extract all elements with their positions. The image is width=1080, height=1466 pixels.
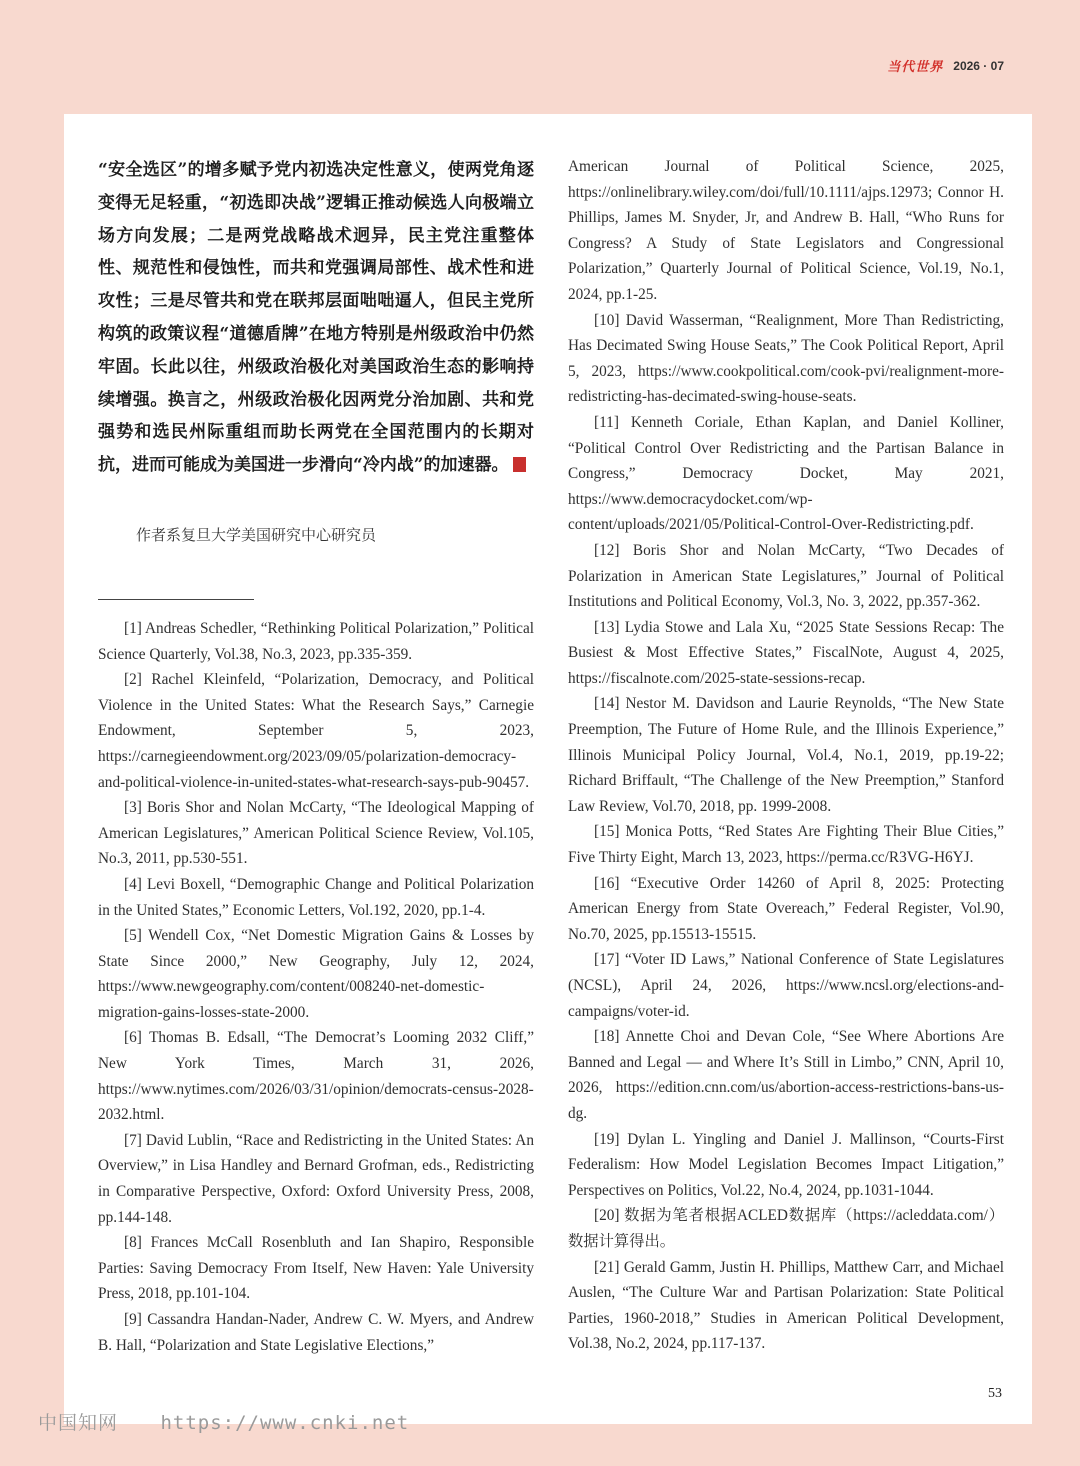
reference-item: [9] Cassandra Handan-Nader, Andrew C. W. Myers, and Andrew B. Hall, “Polarization and State Legislative Elections,” <box>98 1311 534 1354</box>
reference-item: [16] “Executive Order 14260 of April 8, 2025: Protecting American Energy from State Overeach,” Federal Register, Vol.90, No.70, 2025, pp.15513-15515. <box>568 874 1004 943</box>
reference-item: [3] Boris Shor and Nolan McCarty, “The Ideological Mapping of American Legislatures,” American Political Science Review, Vol.105, No.3, 2011, pp.530-551. <box>98 799 534 868</box>
reference-item: [6] Thomas B. Edsall, “The Democrat’s Looming 2032 Cliff,” New York Times, March 31, 2026, https://www.nytimes.com/2026/03/31/opinion/democrats-census-2028-2032.html. <box>98 1029 534 1124</box>
reference-item: [14] Nestor M. Davidson and Laurie Reynolds, “The New State Preemption, The Future of Home Rule, and the Illinois Experience,” Illinois Municipal Policy Journal, Vol.4, No.1, 2019, pp.19-22; Richard Briffault, “The Challenge of the New Preemption,” Stanford Law Review, Vol.70, 2018, pp. 1999-2008. <box>568 695 1004 815</box>
reference-item: [18] Annette Choi and Devan Cole, “See Where Abortions Are Banned and Legal — and Where It’s Still in Limbo,” CNN, April 10, 2026, https://edition.cnn.com/us/abortion-access-restrictions-bans-us-dg. <box>568 1028 1004 1122</box>
page-sheet <box>64 114 1032 1424</box>
reference-item: [15] Monica Potts, “Red States Are Fighting Their Blue Cities,” Five Thirty Eight, March 13, 2023, https://perma.cc/R3VG-H6YJ. <box>568 823 1004 867</box>
reference-item: [17] “Voter ID Laws,” National Conference of State Legislatures (NCSL), April 24, 2026, https://www.ncsl.org/elections-and-campaigns/voter-id. <box>568 951 1004 1020</box>
reference-item: [21] Gerald Gamm, Justin H. Phillips, Matthew Carr, and Michael Auslen, “The Culture War and Partisan Polarization: State Political Parties, 1960-2018,” Studies in American Political Development, Vol.38, No.2, 2024, pp.117-137. <box>568 1258 1004 1353</box>
reference-item: [10] David Wasserman, “Realignment, More Than Redistricting, Has Decimated Swing House Seats,” The Cook Political Report, April 5, 2023, https://www.cookpolitical.com/cook-pvi/realignment-more-redistricting-has-decimated-swing-house-seats. <box>568 311 1004 406</box>
issue-number: 2026 · 07 <box>953 58 1004 73</box>
page-number: 53 <box>988 1386 1002 1401</box>
reference-item: [2] Rachel Kleinfeld, “Polarization, Democracy, and Political Violence in the United States: What the Research Says,” Carnegie Endowment, September 5, 2023, https://carnegieendowment.org/2023/09/05/polarization-democracy-and-political-violence-in-united-states-what-research-says-pub-90457. <box>98 671 534 791</box>
journal-header <box>887 56 1004 75</box>
reference-item: [7] David Lublin, “Race and Redistricting in the United States: An Overview,” in Lisa Handley and Bernard Grofman, eds., Redistricting in Comparative Perspective, Oxford: Oxford University Press, 2008, pp.144-148. <box>98 1131 534 1226</box>
body-paragraph: “安全选区”的增多赋予党内初选决定性意义，使两党角逐变得无足轻重，“初选即决战”逻辑正推动候选人向极端立场方向发展；二是两党战略战术迥异，民主党注重整体性、规范性和侵蚀性，而共和党强调局部性、战术性和进攻性；三是尽管共和党在联邦层面咄咄逼人，但民主党所构筑的政策议程“道德盾牌”在地方特别是州级政治中仍然牢固。长此以往，州级政治极化对美国政治生态的影响持续增强。换言之，州级政治极化因两党分治加剧、共和党强势和选民州际重组而助长两党在全国范围内的长期对抗，进而可能成为美国进一步滑向“冷内战”的加速器。 <box>98 160 534 476</box>
body-text <box>98 154 534 482</box>
reference-continuation: American Journal of Political Science, 2025, https://onlinelibrary.wiley.com/doi/full/10.1111/ajps.12973; Connor H. Phillips, James M. Snyder, Jr, and Andrew B. Hall, “Who Runs for Congress? A Study of State Legislators and Congressional Polarization,” Quarterly Journal of Political Science, Vol.19, No.1, 2024, pp.1-25. <box>568 158 1004 303</box>
watermark <box>38 1408 409 1435</box>
right-column <box>568 154 1004 1357</box>
reference-item: [1] Andreas Schedler, “Rethinking Political Polarization,” Political Science Quarterly, Vol.38, No.3, 2023, pp.335-359. <box>98 619 534 663</box>
author-note: 作者系复旦大学美国研究中心研究员 <box>136 525 377 544</box>
reference-item: [13] Lydia Stowe and Lala Xu, “2025 State Sessions Recap: The Busiest & Most Effective States,” FiscalNote, August 4, 2025, https://fiscalnote.com/2025-state-sessions-recap. <box>568 618 1004 687</box>
watermark-text: 中国知网 <box>38 1412 119 1434</box>
reference-item: [4] Levi Boxell, “Demographic Change and Political Polarization in the United States,” Economic Letters, Vol.192, 2020, pp.1-4. <box>98 875 534 919</box>
reference-item: [19] Dylan L. Yingling and Daniel J. Mallinson, “Courts-First Federalism: How Model Legislation Becomes Impact Litigation,” Perspectives on Politics, Vol.22, No.4, 2024, pp.1031-1044. <box>568 1130 1004 1199</box>
reference-item: [12] Boris Shor and Nolan McCarty, “Two Decades of Polarization in American State Legislatures,” Journal of Political Institutions and Political Economy, Vol.3, No. 3, 2022, pp.357-362. <box>568 541 1004 611</box>
watermark-url: https://www.cnki.net <box>160 1412 410 1434</box>
footnote-divider <box>98 599 254 600</box>
reference-item: [5] Wendell Cox, “Net Domestic Migration Gains & Losses by State Since 2000,” New Geography, July 12, 2024, https://www.newgeography.com/content/008240-net-domestic-migration-gains-losses-state-2000. <box>98 927 534 1021</box>
references-left <box>98 616 534 1358</box>
reference-item: [8] Frances McCall Rosenbluth and Ian Shapiro, Responsible Parties: Saving Democracy From Itself, New Haven: Yale University Press, 2018, pp.101-104. <box>98 1234 534 1303</box>
end-mark-icon <box>513 457 526 472</box>
reference-item: [11] Kenneth Coriale, Ethan Kaplan, and Daniel Kolliner, “Political Control Over Redistricting and the Partisan Balance in Congress,” Democracy Docket, May 2021, https://www.democracydocket.com/wp-content/uploads/2021/05/Political-Control-Over-Redistricting.pdf. <box>568 413 1004 534</box>
journal-logo: 当代世界 <box>887 59 944 74</box>
reference-item: [20] 数据为笔者根据ACLED数据库（https://acleddata.com/）数据计算得出。 <box>568 1207 1004 1250</box>
left-column <box>98 154 534 1358</box>
